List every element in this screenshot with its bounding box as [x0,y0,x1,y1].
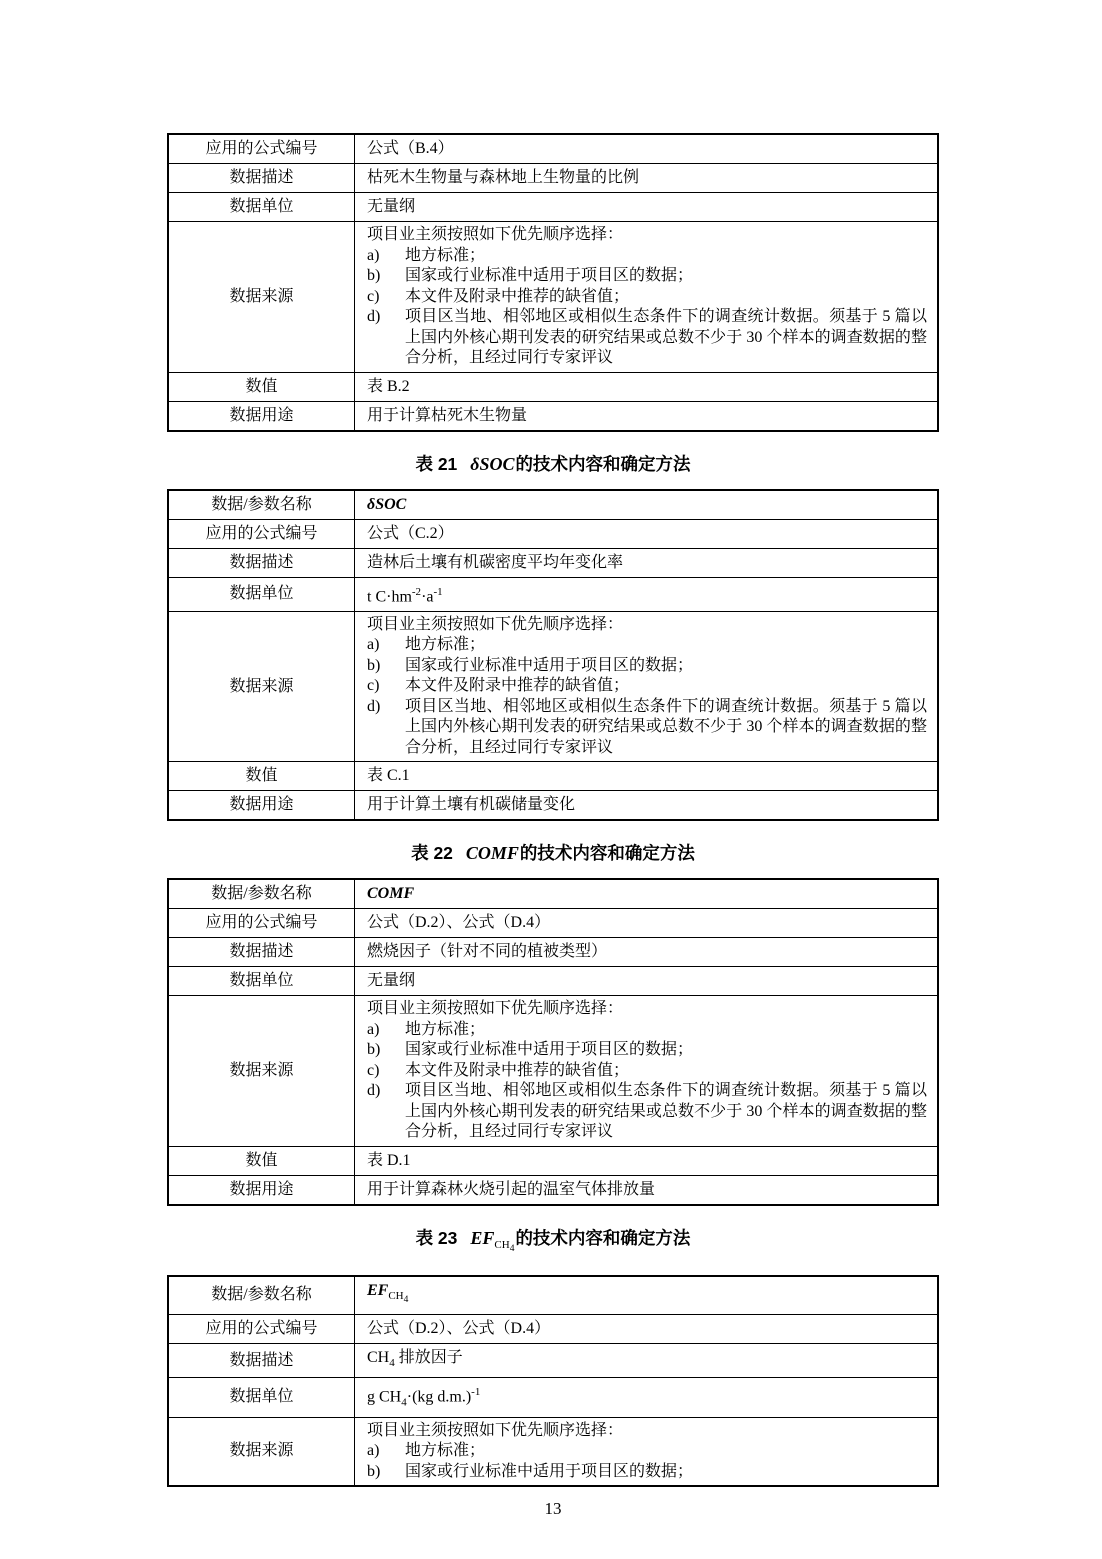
source-item [367,1061,927,1082]
row-value-source [355,222,939,373]
table-row [168,1146,938,1175]
source-intro: 项目业主须按照如下优先顺序选择： [367,226,624,243]
table-row [168,762,938,791]
row-label: 数据描述 [168,164,355,193]
row-label: 数据/参数名称 [168,1276,355,1315]
row-label: 数值 [168,372,355,401]
list-marker: c) [367,677,380,695]
table-row [168,134,938,164]
row-value: 用于计算森林火烧引起的温室气体排放量 [355,1175,939,1205]
parameter-table-b4-continued [167,133,939,432]
row-label: 数据单位 [168,967,355,996]
row-label: 数据描述 [168,938,355,967]
row-label: 数据单位 [168,577,355,611]
table-index: 表 22 [411,843,453,864]
list-text: 国家或行业标准中适用于项目区的数据； [405,1041,694,1059]
table-row [168,1175,938,1205]
source-intro: 项目业主须按照如下优先顺序选择： [367,615,624,633]
table-row [168,996,938,1147]
parameter-name: δSOC [470,453,515,474]
table-index: 表 21 [415,453,458,474]
row-label: 数据用途 [168,401,355,431]
row-label: 数据单位 [168,193,355,222]
row-value: 公式（D.2）、公式（D.4） [355,1314,939,1343]
row-label: 数据来源 [168,222,355,373]
table-row [168,193,938,222]
source-item [367,1040,927,1061]
row-label: 应用的公式编号 [168,134,355,164]
source-item [367,1441,927,1462]
list-marker: d) [367,1082,381,1100]
table-row [168,1343,938,1377]
list-text: 国家或行业标准中适用于项目区的数据； [405,656,694,674]
list-marker: d) [367,308,381,325]
list-marker: d) [367,697,381,715]
parameter-table-22-comf [167,878,939,1206]
row-value: 燃烧因子（针对不同的植被类型） [355,938,939,967]
row-value: 用于计算枯死木生物量 [355,401,939,431]
page-content [167,133,939,1520]
row-value: 无量纲 [355,193,939,222]
table-row [168,548,938,577]
row-value: 公式（B.4） [355,134,939,164]
row-label: 数据单位 [168,1378,355,1418]
list-marker: a) [367,636,380,654]
table-row [168,1314,938,1343]
list-text: 地方标准； [405,1020,486,1038]
row-value: 用于计算土壤有机碳储量变化 [355,791,939,821]
list-text: 国家或行业标准中适用于项目区的数据； [405,267,694,284]
list-text: 地方标准； [405,1442,486,1460]
row-value-unit: t $C\cdot hm^{-2}\cdot a^{-1}$ [355,577,939,611]
table-22-heading [167,841,939,865]
table-row [168,519,938,548]
list-marker: a) [367,1020,380,1038]
table-row [168,1417,938,1486]
row-value: 表 D.1 [355,1146,939,1175]
row-label: 数据描述 [168,548,355,577]
list-marker: b) [367,656,381,674]
list-marker: a) [367,246,380,264]
row-label: 数据来源 [168,996,355,1147]
source-intro: 项目业主须按照如下优先顺序选择： [367,1421,624,1439]
row-value: 造林后土壤有机碳密度平均年变化率 [355,548,939,577]
row-value: 表 C.1 [355,762,939,791]
row-value: 公式（C.2） [355,519,939,548]
row-value-source [355,996,939,1147]
list-marker: b) [367,1462,381,1480]
table-row [168,611,938,762]
heading-suffix: 的技术内容和确定方法 [519,843,695,864]
table-row [168,222,938,373]
row-label: 数据来源 [168,1417,355,1486]
row-label: 数据用途 [168,791,355,821]
source-item [367,656,927,677]
source-item [367,307,927,369]
list-text: 本文件及附录中推荐的缺省值； [405,677,630,695]
table-row [168,164,938,193]
list-marker: c) [367,1061,380,1079]
parameter-name: COMF [465,843,519,864]
table-row [168,909,938,938]
list-marker: c) [367,287,380,305]
row-value-source [355,611,939,762]
table-index: 表 23 [415,1227,458,1248]
table-row [168,577,938,611]
source-item [367,1020,927,1041]
row-label: 应用的公式编号 [168,519,355,548]
table-row [168,1276,938,1315]
list-text: 项目区当地、相邻地区或相似生态条件下的调查统计数据。须基于 5 篇以上国内外核心期刊发表的研究结果或总数不少于 30 个样本的调查数据的整合分析，且经过同行专家评议 [405,1082,927,1141]
table-row [168,938,938,967]
table-row [168,791,938,821]
list-text: 项目区当地、相邻地区或相似生态条件下的调查统计数据。须基于 5 篇以上国内外核心期刊发表的研究结果或总数不少于 30 个样本的调查数据的整合分析，且经过同行专家评议 [405,697,927,756]
page-number: 13 [544,1499,562,1519]
list-text: 本文件及附录中推荐的缺省值； [405,1061,630,1079]
row-label: 应用的公式编号 [168,909,355,938]
row-label: 数据用途 [168,1175,355,1205]
list-text: 地方标准； [405,246,486,264]
parameter-name: $EF_{CH_4}$ [470,1227,515,1255]
list-text: 地方标准； [405,636,486,654]
list-text: 国家或行业标准中适用于项目区的数据； [405,1462,694,1480]
source-item [367,676,927,697]
list-text: 本文件及附录中推荐的缺省值； [405,287,630,305]
row-value-unit: g $CH_4\cdot(kg$ d.m.)$^{-1}$ [355,1378,939,1418]
heading-suffix: 的技术内容和确定方法 [515,453,691,474]
list-marker: b) [367,267,381,284]
table-row [168,879,938,909]
list-marker: b) [367,1041,381,1059]
row-value: 枯死木生物量与森林地上生物量的比例 [355,164,939,193]
source-item [367,246,927,267]
parameter-table-21-dsoc [167,489,939,822]
row-label: 应用的公式编号 [168,1314,355,1343]
table-row [168,1378,938,1418]
table-row [168,967,938,996]
list-marker: a) [367,1442,380,1460]
source-item [367,635,927,656]
row-value-parameter: $EF_{CH_4}$ [355,1276,939,1315]
source-item [367,266,927,287]
heading-suffix: 的技术内容和确定方法 [515,1227,691,1248]
list-text: 项目区当地、相邻地区或相似生态条件下的调查统计数据。须基于 5 篇以上国内外核心期刊发表的研究结果或总数不少于 30 个样本的调查数据的整合分析，且经过同行专家评议 [405,308,927,366]
row-label: 数值 [168,1146,355,1175]
row-label: 数值 [168,762,355,791]
table-21-heading [167,452,939,476]
source-item [367,287,927,308]
row-value-source [355,1417,939,1486]
row-label: 数据/参数名称 [168,879,355,909]
row-label: 数据来源 [168,611,355,762]
table-row [168,372,938,401]
row-value: $CH_4$ 排放因子 [355,1343,939,1377]
source-item [367,1081,927,1143]
row-label: 数据/参数名称 [168,490,355,520]
source-item [367,697,927,759]
row-value: 表 B.2 [355,372,939,401]
row-value-parameter: δSOC [355,490,939,520]
parameter-table-23-efch4 [167,1275,939,1488]
source-item [367,1462,927,1483]
row-value-parameter: COMF [355,879,939,909]
source-intro: 项目业主须按照如下优先顺序选择： [367,1000,624,1018]
row-value: 无量纲 [355,967,939,996]
table-row [168,401,938,431]
row-label: 数据描述 [168,1343,355,1377]
table-row [168,490,938,520]
table-23-heading [167,1226,939,1262]
row-value: 公式（D.2）、公式（D.4） [355,909,939,938]
